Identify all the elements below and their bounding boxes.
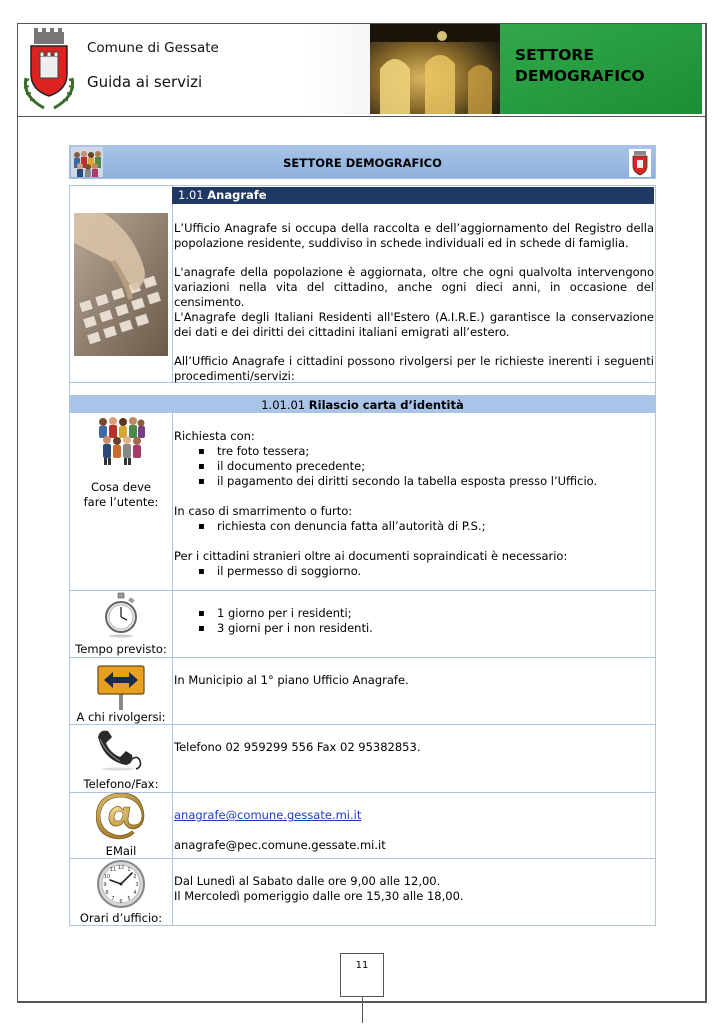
svg-text:12: 12 xyxy=(117,865,125,871)
list-item: ▪ 1 giorno per i residenti; xyxy=(198,606,654,621)
intro-paragraph-1: L’Ufficio Anagrafe si occupa della raccolta e dell’aggiornamento del Registro della popolazione residente, suddiviso in schede individuali ed in schede di famiglia. xyxy=(174,221,654,250)
row-telefono-label: Telefono/Fax: xyxy=(83,777,159,791)
row-cosa-label: Cosa deve fare l’utente: xyxy=(83,480,159,509)
section-name: Anagrafe xyxy=(207,188,267,202)
svg-text:2: 2 xyxy=(133,874,137,880)
lost-items xyxy=(198,519,654,534)
row-chi-content-cell xyxy=(172,657,656,725)
section-heading xyxy=(178,188,267,202)
wall-clock-icon xyxy=(96,859,146,909)
people-group-icon xyxy=(95,414,147,466)
list-item: ▪ il documento precedente; xyxy=(198,459,654,474)
municipality-name: Comune di Gessate xyxy=(87,40,219,56)
row-email-label: EMail xyxy=(105,844,137,858)
list-item: ▪ richiesta con denuncia fatta all’autorità di P.S.; xyxy=(198,519,654,534)
subsection-name: Rilascio carta d’identità xyxy=(308,398,464,412)
section-number: 1.01 xyxy=(178,188,204,202)
row-chi-label: A chi rivolgersi: xyxy=(76,710,166,724)
row-orari-label: Orari d’ufficio: xyxy=(79,911,163,925)
tempo-items xyxy=(198,606,654,636)
request-items xyxy=(198,444,654,489)
svg-text:5: 5 xyxy=(127,896,131,902)
svg-text:8: 8 xyxy=(105,890,109,896)
subsection-number: 1.01.01 xyxy=(261,398,306,412)
spacer-row xyxy=(69,382,656,396)
row-cosa-content xyxy=(174,429,654,579)
row-chi-content: In Municipio al 1° piano Ufficio Anagrafe. xyxy=(174,673,409,687)
intro-paragraph-2: L'anagrafe della popolazione è aggiornata, oltre che ogni qualvolta intervengono variazioni nella vita del cittadino, anche ogni dieci anni, in occasione del censimento. xyxy=(174,265,654,309)
list-item: ▪ tre foto tessera; xyxy=(198,444,654,459)
svg-text:11: 11 xyxy=(109,867,117,873)
row-telefono-content-cell xyxy=(172,724,656,793)
direction-sign-icon xyxy=(96,660,146,710)
row-tempo-label: Tempo previsto: xyxy=(75,642,167,656)
hours-line-1: Dal Lunedì al Sabato dalle ore 9,00 alle 12,00. xyxy=(174,874,441,888)
request-intro: Richiesta con: xyxy=(174,429,255,443)
at-sign-icon xyxy=(96,793,146,841)
intro-paragraph-4: All’Ufficio Anagrafe i cittadini possono rivolgersi per le richieste inerenti i seguenti procedimenti/servizi: xyxy=(174,354,654,383)
title-bar-label: SETTORE DEMOGRAFICO xyxy=(283,156,442,170)
row-telefono-content: Telefono 02 959299 556 Fax 02 95382853. xyxy=(174,740,421,754)
town-hall-photo xyxy=(370,24,500,114)
svg-text:3: 3 xyxy=(135,882,139,888)
pec-email: anagrafe@pec.comune.gessate.mi.it xyxy=(174,838,386,852)
municipal-crest-logo xyxy=(20,26,78,112)
foreign-intro: Per i cittadini stranieri oltre ai documenti sopraindicati è necessario: xyxy=(174,549,568,563)
svg-text:6: 6 xyxy=(119,899,123,905)
keyboard-hand-photo xyxy=(74,213,168,356)
svg-text:1: 1 xyxy=(127,867,131,873)
subsection-heading xyxy=(70,398,655,412)
list-item: ▪ il pagamento dei diritti secondo la tabella esposta presso l’Ufficio. xyxy=(198,474,654,489)
title-bar xyxy=(69,145,656,179)
row-email-content xyxy=(174,808,386,853)
small-crest-icon xyxy=(629,149,651,177)
page-divider xyxy=(362,997,363,1023)
intro-paragraph-3: L'Anagrafe degli Italiani Residenti all'Estero (A.I.R.E.) garantisce la conservazione dei dati e dei diritti dei cittadini italiani emigrati all’estero. xyxy=(174,310,654,339)
row-tempo-content xyxy=(174,606,654,636)
email-link[interactable]: anagrafe@comune.gessate.mi.it xyxy=(174,808,362,822)
guide-title: Guida ai servizi xyxy=(87,73,203,91)
svg-text:7: 7 xyxy=(111,896,115,902)
lost-intro: In caso di smarrimento o furto: xyxy=(174,504,353,518)
svg-text:9: 9 xyxy=(103,882,107,888)
foreign-items xyxy=(198,564,654,579)
list-item: ▪ il permesso di soggiorno. xyxy=(198,564,654,579)
list-item: ▪ 3 giorni per i non residenti. xyxy=(198,621,654,636)
stopwatch-icon xyxy=(104,592,138,638)
svg-text:4: 4 xyxy=(133,890,137,896)
page-number: 11 xyxy=(340,953,384,997)
sector-title: SETTORE DEMOGRAFICO xyxy=(515,46,645,85)
row-orari-content xyxy=(174,874,464,904)
hours-line-2: Il Mercoledì pomeriggio dalle ore 15,30 alle 18,00. xyxy=(174,889,464,903)
svg-text:10: 10 xyxy=(103,874,111,880)
phone-icon xyxy=(94,727,146,771)
